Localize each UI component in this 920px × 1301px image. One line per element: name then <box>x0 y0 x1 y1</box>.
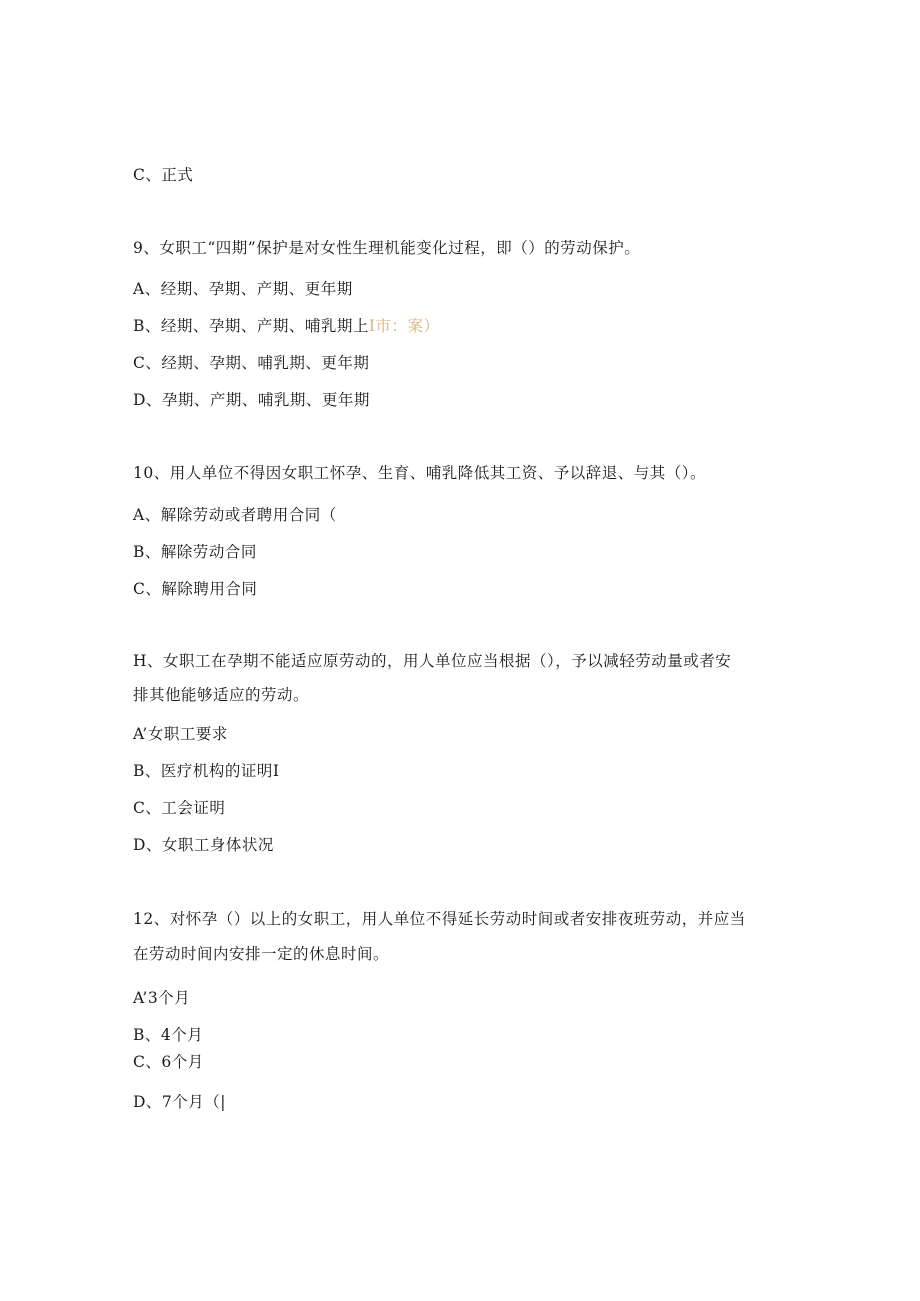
q11-option-a: A’女职工要求 <box>133 725 228 743</box>
q12-option-c: C、6个月 <box>133 1053 204 1071</box>
q9-option-d: D、孕期、产期、哺乳期、更年期 <box>133 391 370 409</box>
q10-option-a: A、解除劳动或者聘用合同（ <box>133 506 337 524</box>
q12-option-b: B、4个月 <box>133 1026 204 1044</box>
q11-option-d: D、女职工身体状况 <box>133 836 274 854</box>
q9-option-b-annotation: I市：案） <box>368 317 440 335</box>
q9-option-b-text: B、经期、孕期、产期、哺乳期上 <box>133 317 369 335</box>
q9-option-b <box>133 316 440 336</box>
q10-stem: 10、用人单位不得因女职工怀孕、生育、哺乳降低其工资、予以辞退、与其（）。 <box>133 464 706 482</box>
q8-option-c: C、正式 <box>133 166 194 184</box>
q10-option-b: B、解除劳动合同 <box>133 543 257 561</box>
q12-option-a: A’3个月 <box>133 989 191 1007</box>
q12-stem-line1: 12、对怀孕（）以上的女职工，用人单位不得延长劳动时间或者安排夜班劳动，并应当 <box>133 910 746 928</box>
q9-option-a: A、经期、孕期、产期、更年期 <box>133 280 353 298</box>
q11-stem-line1: H、女职工在孕期不能适应原劳动的，用人单位应当根据（），予以减轻劳动量或者安 <box>133 652 732 670</box>
q12-stem-line2: 在劳动时间内安排一定的休息时间。 <box>133 945 390 963</box>
q12-option-d: D、7个月（| <box>133 1093 227 1111</box>
q9-option-c: C、经期、孕期、哺乳期、更年期 <box>133 354 370 372</box>
q11-stem-line2: 排其他能够适应的劳动。 <box>133 686 310 704</box>
q11-option-b: B、医疗机构的证明I <box>133 762 280 780</box>
q10-option-c: C、解除聘用合同 <box>133 580 258 598</box>
q9-stem: 9、女职工“四期”保护是对女性生理机能变化过程，即（）的劳动保护。 <box>133 239 641 257</box>
q11-option-c: C、工会证明 <box>133 799 226 817</box>
